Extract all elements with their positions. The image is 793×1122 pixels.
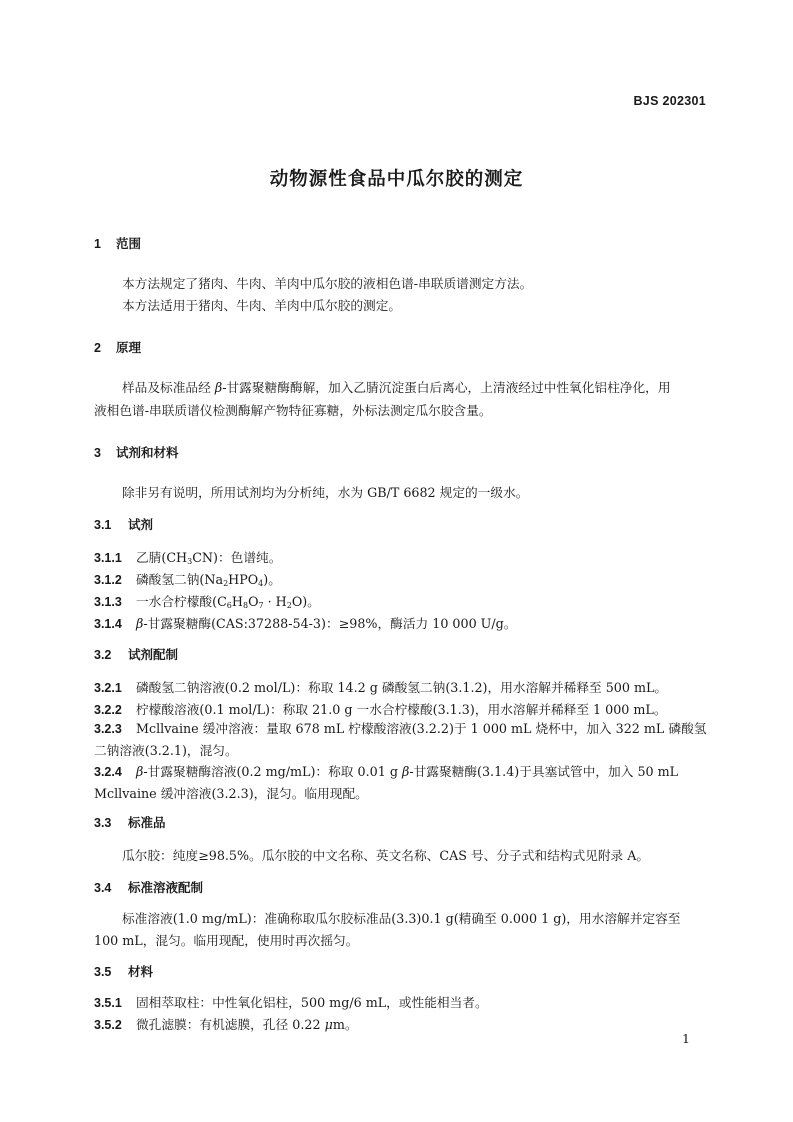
item-number: 3.2.2	[94, 703, 122, 717]
item-number: 3.1.2	[94, 573, 122, 587]
list-item	[94, 761, 678, 780]
subsection-title: 标准溶液配制	[128, 880, 204, 895]
beta-symbol: β	[401, 764, 410, 779]
text-run: 固相萃取柱：中性氧化铝柱，500 mg/6 mL，或性能相当者。	[136, 995, 488, 1010]
subsection-title: 试剂配制	[128, 647, 179, 662]
text-run: O	[248, 594, 259, 609]
subscript: 7	[258, 601, 264, 610]
text-run: -甘露聚糖酶酶解，加入乙腈沉淀蛋白后离心，上清液经过中性氧化铝柱净化，用	[222, 380, 671, 395]
subsection-heading-3-4	[94, 878, 203, 896]
list-item	[94, 1014, 358, 1033]
subsection-number: 3.4	[94, 881, 112, 895]
item-number: 3.5.2	[94, 1018, 122, 1032]
paragraph: 本方法适用于猪肉、牛肉、羊肉中瓜尔胶的测定。	[122, 298, 402, 313]
text-run: 磷酸氢二钠溶液(0.2 mol/L)：称取 14.2 g 磷酸氢二钠(3.1.2)，用水溶解并稀释至 500 mL。	[136, 680, 668, 695]
item-number: 3.2.1	[94, 681, 122, 695]
paragraph: 除非另有说明，所用试剂均为分析纯，水为 GB/T 6682 规定的一级水。	[122, 485, 529, 500]
list-item	[94, 613, 516, 632]
page-title: 动物源性食品中瓜尔胶的测定	[269, 169, 524, 190]
beta-symbol: β	[214, 380, 223, 395]
text-run: 磷酸氢二钠(Na	[136, 572, 224, 587]
section-heading-2	[94, 338, 141, 356]
subscript: 3	[187, 557, 193, 566]
paragraph: 标准溶液(1.0 mg/mL)：准确称取瓜尔胶标准品(3.3)0.1 g(精确至 0.000 1 g)，用水溶解并定容至	[122, 911, 681, 926]
paragraph-continuation: 液相色谱-串联质谱仪检测酶解产物特征寡糖，外标法测定瓜尔胶含量。	[94, 403, 492, 418]
text-run: O)。	[291, 594, 320, 609]
list-item-continuation: 二钠溶液(3.2.1)，混匀。	[94, 743, 238, 758]
text-run: 一水合柠檬酸(C	[136, 594, 227, 609]
text-run: -甘露聚糖酶(3.1.4)于具塞试管中，加入 50 mL	[409, 764, 679, 779]
item-number: 3.5.1	[94, 996, 122, 1010]
subsection-number: 3.5	[94, 965, 112, 979]
beta-symbol: β	[136, 616, 144, 631]
subsection-heading-3-1	[94, 515, 153, 533]
subsection-heading-3-5	[94, 962, 153, 980]
text-run: · H	[263, 594, 287, 609]
subscript: 6	[226, 601, 232, 610]
text-run: 样品及标准品经	[122, 380, 215, 395]
list-item	[94, 569, 281, 588]
list-item	[94, 699, 667, 718]
item-number: 3.1.1	[94, 551, 122, 565]
text-run: Mcllvaine 缓冲溶液：量取 678 mL 柠檬酸溶液(3.2.2)于 1 000 mL 烧杯中，加入 322 mL 磷酸氢	[136, 721, 707, 736]
paragraph: 本方法规定了猪肉、牛肉、羊肉中瓜尔胶的液相色谱-串联质谱测定方法。	[122, 276, 533, 291]
list-item	[94, 677, 667, 696]
subsection-title: 标准品	[128, 815, 166, 830]
subscript: 2	[286, 601, 292, 610]
text-run: CN)：色谱纯。	[192, 550, 282, 565]
paragraph	[122, 377, 671, 396]
item-number: 3.1.4	[94, 617, 122, 631]
subsection-number: 3.3	[94, 816, 112, 830]
text-run: -甘露聚糖酶溶液(0.2 mg/mL)：称取 0.01 g	[143, 764, 402, 779]
beta-symbol: β	[136, 764, 144, 779]
subsection-number: 3.1	[94, 518, 112, 532]
subsection-title: 试剂	[128, 517, 154, 532]
list-item	[94, 547, 281, 566]
section-number: 3	[94, 446, 101, 460]
paragraph: 瓜尔胶：纯度≥98.5%。瓜尔胶的中文名称、英文名称、CAS 号、分子式和结构式见附录 A。	[122, 848, 650, 863]
section-title: 范围	[116, 236, 142, 251]
list-item	[94, 591, 320, 610]
subsection-title: 材料	[128, 964, 154, 979]
subscript: 2	[223, 579, 229, 588]
document-number: BJS 202301	[633, 94, 706, 108]
list-item	[94, 718, 706, 737]
section-number: 1	[94, 237, 101, 251]
subscript: 8	[242, 601, 249, 610]
item-number: 3.1.3	[94, 595, 122, 609]
subsection-heading-3-2	[94, 645, 178, 663]
mu-symbol: μ	[324, 1017, 333, 1032]
subsection-heading-3-3	[94, 813, 166, 831]
text-run: 微孔滤膜：有机滤膜，孔径 0.22	[136, 1017, 325, 1032]
text-run: HPO	[228, 572, 259, 587]
subscript: 4	[258, 579, 264, 588]
list-item	[94, 992, 488, 1011]
text-run: 柠檬酸溶液(0.1 mol/L)：称取 21.0 g 一水合柠檬酸(3.1.3)，用水溶解并稀释至 1 000 mL。	[136, 702, 667, 717]
section-title: 原理	[116, 340, 142, 355]
list-item-continuation: Mcllvaine 缓冲溶液(3.2.3)，混匀。临用现配。	[94, 786, 368, 801]
paragraph-continuation: 100 mL，混匀。临用现配，使用时再次摇匀。	[94, 933, 359, 948]
page-number: 1	[682, 1031, 690, 1046]
text-run: -甘露聚糖酶(CAS:37288-54-3)：≥98%，酶活力 10 000 U/g。	[143, 616, 517, 631]
item-number: 3.2.4	[94, 765, 122, 779]
section-heading-1	[94, 234, 141, 252]
text-run: H	[231, 594, 243, 609]
section-number: 2	[94, 341, 101, 355]
item-number: 3.2.3	[94, 722, 122, 736]
text-run: )。	[263, 572, 281, 587]
text-run: m。	[332, 1017, 358, 1032]
subsection-number: 3.2	[94, 648, 112, 662]
text-run: 乙腈(CH	[136, 550, 188, 565]
section-heading-3	[94, 443, 179, 461]
section-title: 试剂和材料	[116, 445, 179, 460]
